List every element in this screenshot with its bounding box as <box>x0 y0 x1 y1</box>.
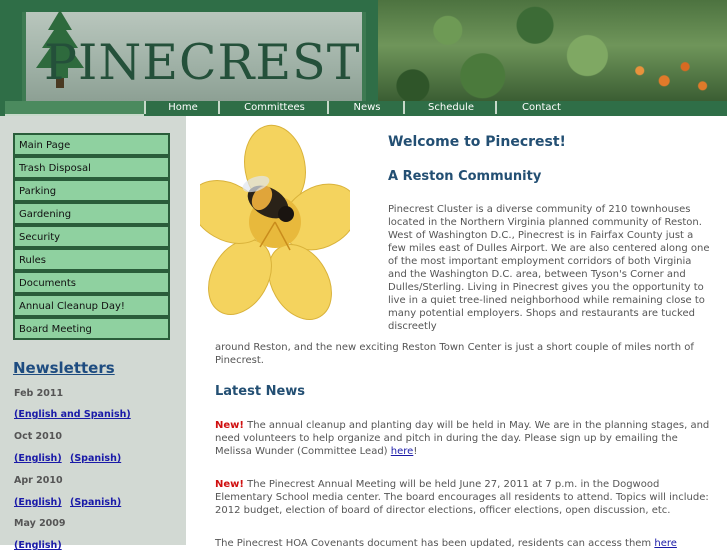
newsletter-link-spanish[interactable]: (Spanish) <box>70 453 122 464</box>
intro-paragraph: Pinecrest Cluster is a diverse community of 210 townhouses located in the Northern Virginia planned community of Reston. West of Washington D.C., Pinecrest is in Fairfax County just a few miles east of Dulles Airport. We are also centered along one of the most important employment corridors of both Virginia and the Washington D.C. area, between Tyson's Corner and Dulles/Sterling. Living in Pinecrest gives you the opportunity to live in a quiet tree-lined neighborhood while remaining close to many potential employers. Shops and restaurants are tucked discreetly <box>388 204 710 332</box>
garden-photo <box>378 0 727 101</box>
menu-parking[interactable]: Parking <box>14 180 169 201</box>
intro-paragraph-continued: around Reston, and the new exciting Reston Town Center is just a short couple of miles north of Pinecrest. <box>215 342 694 366</box>
newsletter-link-english[interactable]: (English) <box>14 540 62 551</box>
daylily-bee-image <box>200 122 350 322</box>
left-sidebar <box>0 116 186 551</box>
latest-news-heading: Latest News <box>215 384 306 399</box>
newsletter-date: Oct 2010 <box>14 431 62 442</box>
news-item <box>215 419 710 458</box>
nav-news[interactable]: News <box>327 101 405 114</box>
news-item <box>215 537 710 550</box>
newsletter-link-spanish[interactable]: (Spanish) <box>70 497 122 508</box>
menu-gardening[interactable]: Gardening <box>14 203 169 224</box>
new-badge: New! <box>215 479 244 490</box>
newsletter-link-english[interactable]: (English) <box>14 497 62 508</box>
menu-rules[interactable]: Rules <box>14 249 169 270</box>
news-item <box>215 478 710 517</box>
newsletter-link-english[interactable]: (English) <box>14 453 62 464</box>
menu-annual-cleanup-day[interactable]: Annual Cleanup Day! <box>14 295 169 316</box>
side-menu <box>13 133 170 340</box>
menu-main-page[interactable]: Main Page <box>14 134 169 155</box>
news-here-link[interactable]: here <box>390 446 414 457</box>
nav-schedule[interactable]: Schedule <box>403 101 497 114</box>
newsletter-date: Feb 2011 <box>14 388 64 399</box>
nav-home[interactable]: Home <box>144 101 220 114</box>
nav-spacer <box>5 101 144 116</box>
welcome-heading: Welcome to Pinecrest! <box>388 134 566 150</box>
pinecrest-sign <box>0 0 378 101</box>
main-content <box>186 116 727 549</box>
new-badge: New! <box>215 420 244 431</box>
top-nav <box>0 101 727 116</box>
nav-committees[interactable]: Committees <box>218 101 329 114</box>
menu-trash-disposal[interactable]: Trash Disposal <box>14 157 169 178</box>
header-banner <box>0 0 727 101</box>
news-text: The annual cleanup and planting day will be held in May. We are in the planning stages, and need volunteers to help organize and pitch in during the day. Please sign up by emailing the Melissa Wunder (Committee Lead) <box>215 420 710 457</box>
newsletters-heading[interactable]: Newsletters <box>13 359 115 377</box>
menu-security[interactable]: Security <box>14 226 169 247</box>
nav-contact[interactable]: Contact <box>495 101 586 114</box>
news-here-link[interactable]: here <box>654 538 677 549</box>
site-logo-text: PINECREST <box>44 34 361 91</box>
menu-documents[interactable]: Documents <box>14 272 169 293</box>
subtitle-heading: A Reston Community <box>388 169 542 184</box>
news-text: The Pinecrest HOA Covenants document has been updated, residents can access them <box>215 538 655 549</box>
menu-board-meeting[interactable]: Board Meeting <box>14 318 169 339</box>
newsletter-date: May 2009 <box>14 518 66 529</box>
news-text: The Pinecrest Annual Meeting will be held June 27, 2011 at 7 p.m. in the Dogwood Elementary School media center. The board encourages all residents to attend. Topics will include: 2012 budget, election of board of director elections, officer elections, open discussion, etc. <box>215 479 709 516</box>
newsletter-date: Apr 2010 <box>14 475 63 486</box>
newsletter-link-english-spanish[interactable]: (English and Spanish) <box>14 409 131 420</box>
news-text-end: ! <box>413 446 418 457</box>
